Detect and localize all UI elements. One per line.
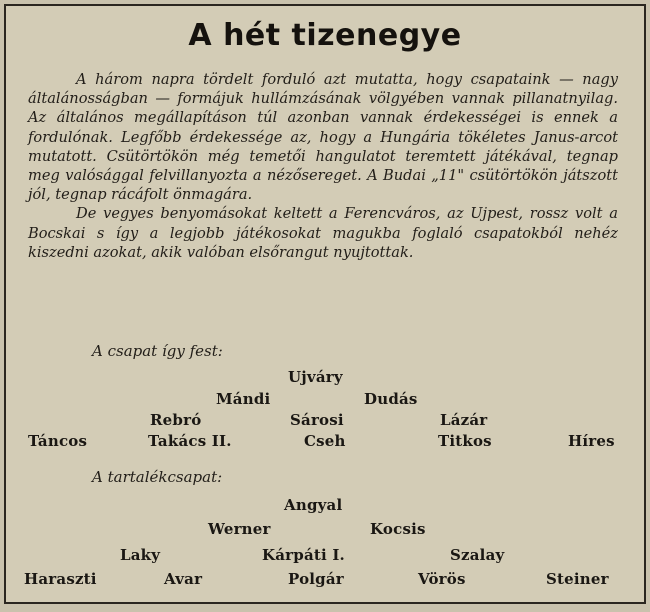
team-label: A csapat így fest: (92, 342, 223, 360)
paragraph: A három napra tördelt forduló azt mutatta, hogy csapataink — nagy általánosságban — formájuk hullámzásának völgyében vannak pillanatnyilag. Az általános megállapításon túl azonban vannak érdekességei is ennek a fordulónak. Legfőbb érdekessége az, hogy a Hungária tökéletes Janus-arcot mutatott. Csütörtökön még temetői hangulatot teremtett játékával, tegnap meg valósággal felvillanyozta a nézősereget. A Budai „11" csütörtökön játszott jól, tegnap rácáfolt önmagára. (28, 71, 618, 204)
reserve-forward: Avar (164, 570, 203, 588)
team-back: Dudás (364, 390, 418, 408)
reserve-back: Werner (208, 520, 271, 538)
reserve-forward: Steiner (546, 570, 609, 588)
newspaper-clipping (4, 4, 646, 604)
reserve-half: Laky (120, 546, 161, 564)
reserve-label: A tartalékcsapat: (92, 468, 223, 486)
reserve-half: Kárpáti I. (262, 546, 345, 564)
paragraph: De vegyes benyomásokat keltett a Ferencváros, az Ujpest, rossz volt a Bocskai s így a legjobb játékosokat magukba foglaló csapatokból nehéz kiszedni azokat, akik valóban elsőrangut nyujtottak. (28, 205, 618, 261)
reserve-half: Szalay (450, 546, 505, 564)
article-body (28, 70, 618, 262)
team-forward: Cseh (304, 432, 346, 450)
team-forward: Híres (568, 432, 615, 450)
team-forward: Takács II. (148, 432, 232, 450)
team-forward: Táncos (28, 432, 88, 450)
team-half: Rebró (150, 411, 202, 429)
reserve-forward: Haraszti (24, 570, 97, 588)
team-goalkeeper: Ujváry (288, 368, 343, 386)
team-back: Mándi (216, 390, 271, 408)
team-forward: Titkos (438, 432, 492, 450)
reserve-back: Kocsis (370, 520, 426, 538)
team-half: Sárosi (290, 411, 344, 429)
reserve-goalkeeper: Angyal (284, 496, 343, 514)
team-half: Lázár (440, 411, 488, 429)
article-title: A hét tizenegye (188, 18, 462, 53)
reserve-forward: Vörös (418, 570, 466, 588)
reserve-forward: Polgár (288, 570, 344, 588)
